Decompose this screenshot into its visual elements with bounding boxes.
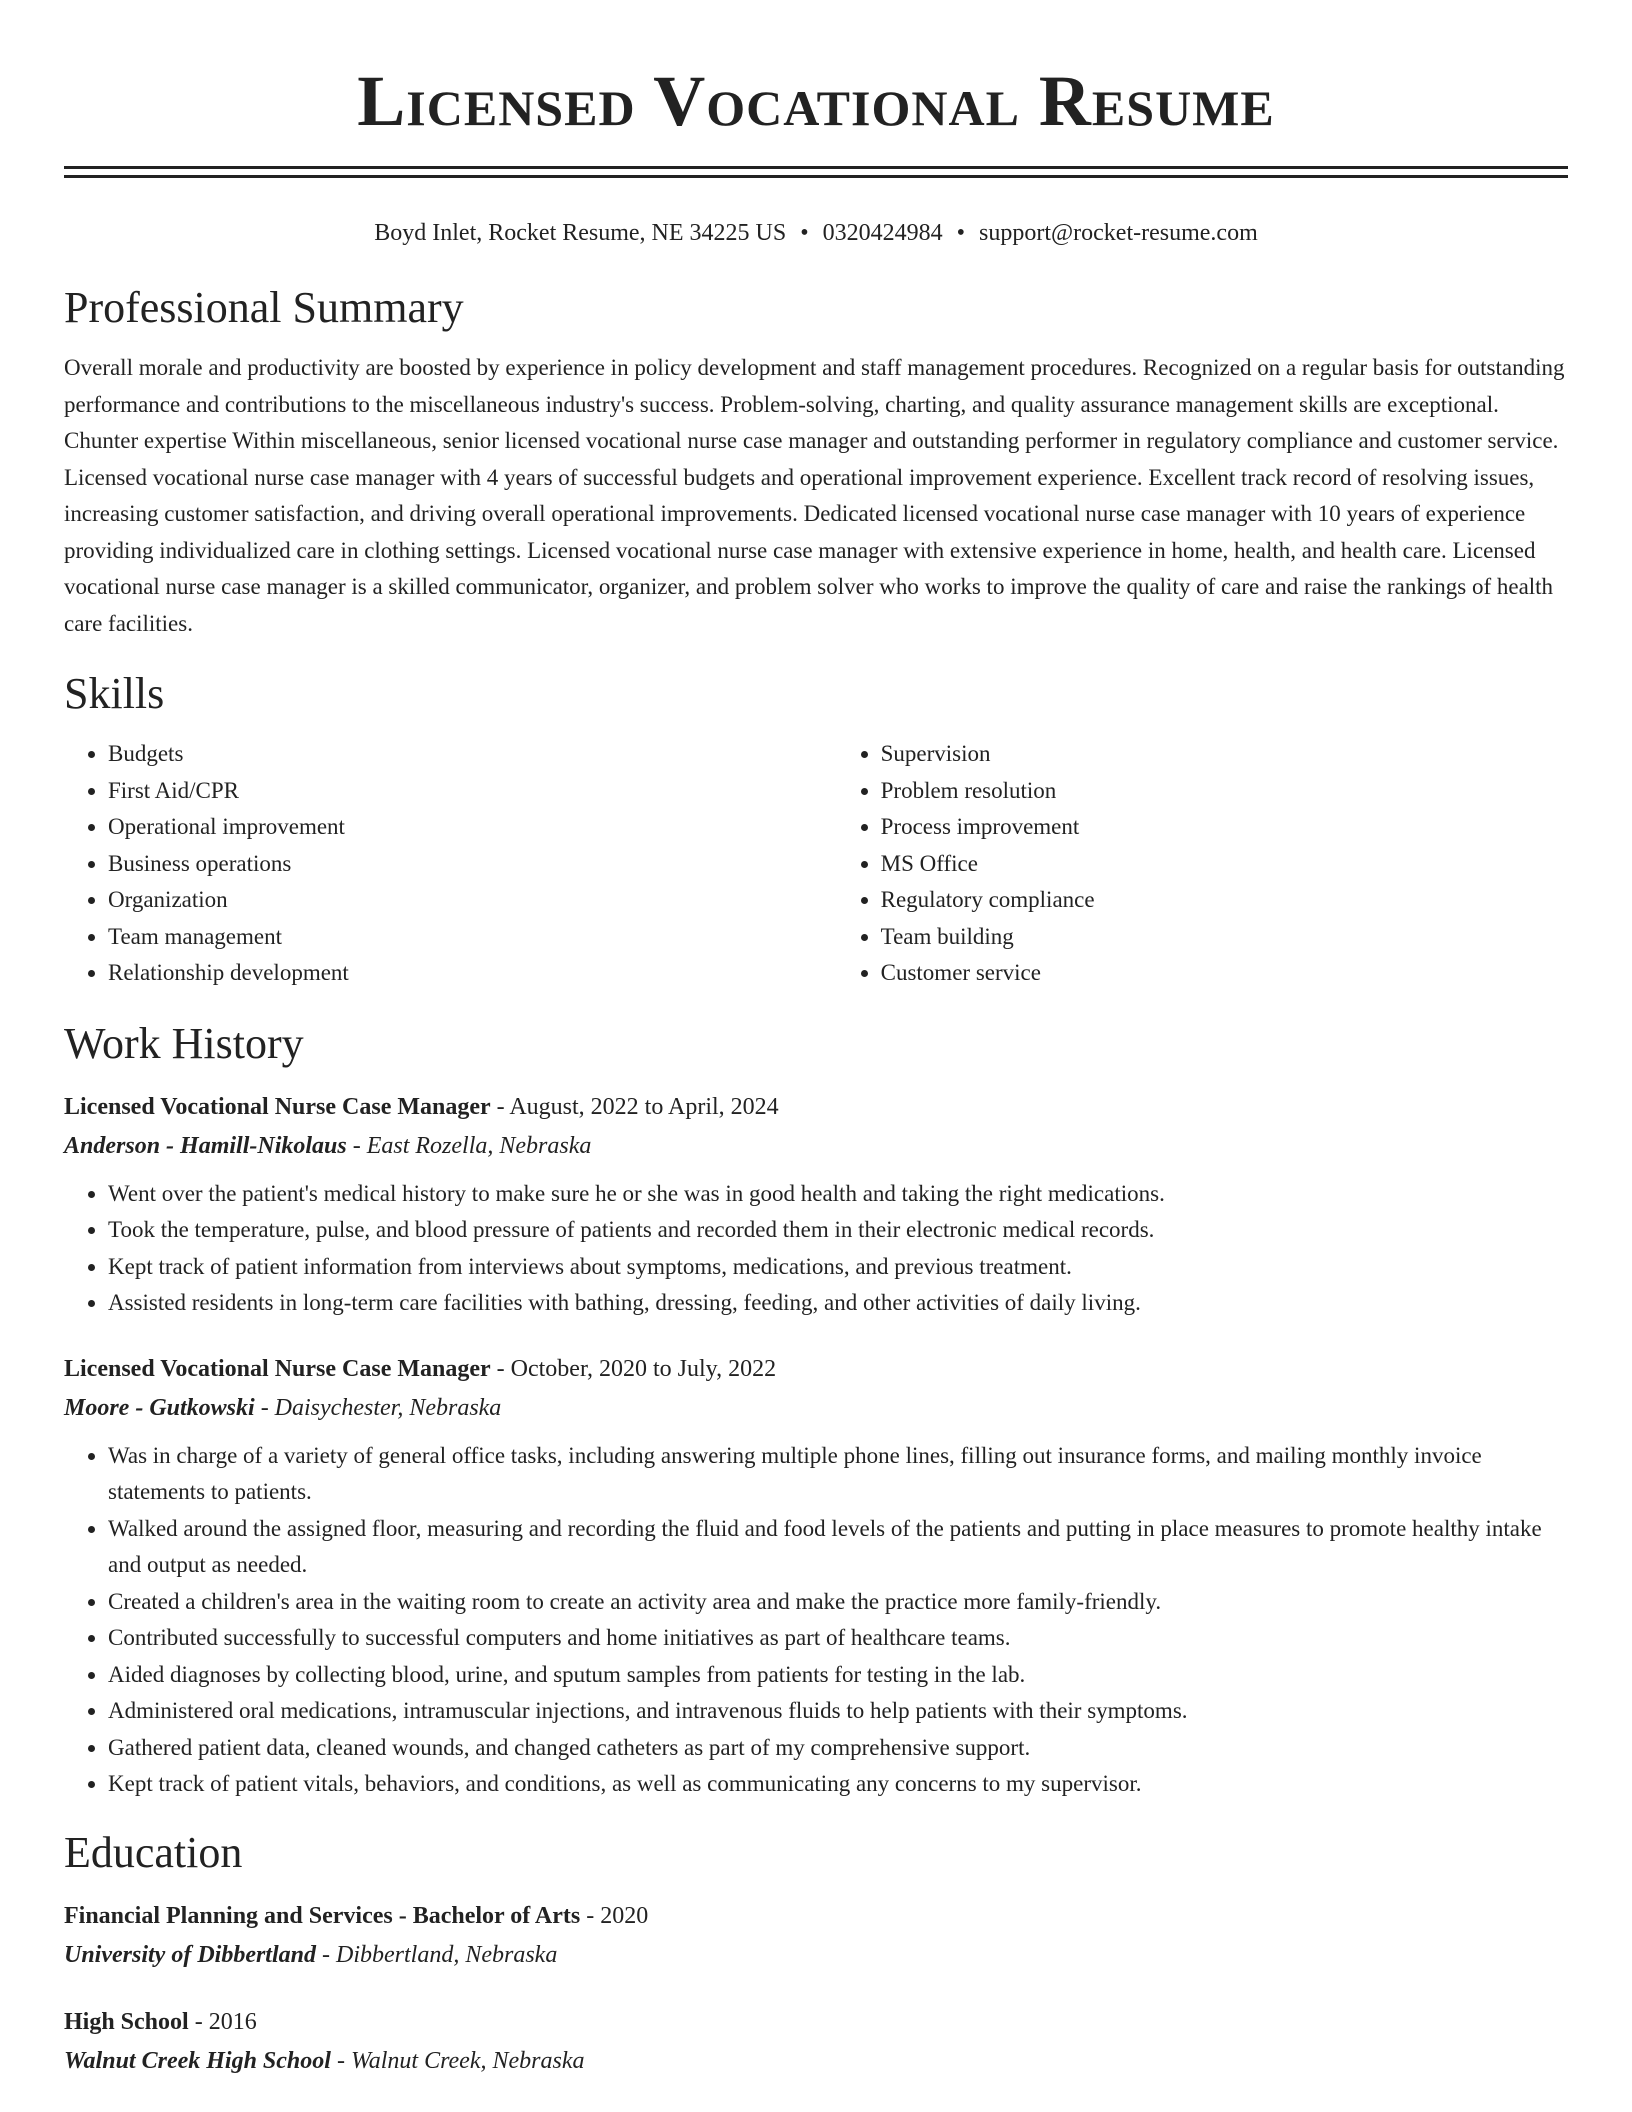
skill-item: • First Aid/CPR xyxy=(108,773,837,810)
duty-item: • Went over the patient's medical history to make sure he or she was in good health and taking the right medications. xyxy=(108,1176,1568,1213)
skill-item: • Problem resolution xyxy=(881,773,1568,810)
duty-item: • Gathered patient data, cleaned wounds, and changed catheters as part of my comprehensive support. xyxy=(108,1730,1568,1767)
skill-item: • Relationship development xyxy=(108,955,837,992)
job-company: Anderson - Hamill-Nikolaus xyxy=(64,1132,347,1159)
job-entry xyxy=(64,1088,1568,1322)
job-title: Licensed Vocational Nurse Case Manager xyxy=(64,1093,491,1120)
education-degree: High School xyxy=(64,2008,189,2035)
duty-item: • Kept track of patient information from interviews about symptoms, medications, and previous treatment. xyxy=(108,1249,1568,1286)
education-degree-line xyxy=(64,1897,1568,1935)
title-rule-top xyxy=(64,166,1568,169)
contact-phone: 0320424984 xyxy=(822,220,943,246)
job-duties xyxy=(64,1176,1568,1322)
education-school: University of Dibbertland xyxy=(64,1941,316,1968)
education-location: - Walnut Creek, Nebraska xyxy=(330,2047,585,2074)
skills-column-left xyxy=(64,736,837,992)
education-location: - Dibbertland, Nebraska xyxy=(316,1941,558,1968)
work-history-heading: Work History xyxy=(64,1018,304,1068)
job-dates: - October, 2020 to July, 2022 xyxy=(490,1355,777,1382)
job-company-line xyxy=(64,1388,1568,1428)
skill-item: • MS Office xyxy=(881,846,1568,883)
education-heading: Education xyxy=(64,1827,243,1877)
education-entry xyxy=(64,2003,1568,2081)
job-company-line xyxy=(64,1126,1568,1166)
education-year: - 2016 xyxy=(188,2008,257,2035)
skill-item: • Customer service xyxy=(881,955,1568,992)
contact-separator: • xyxy=(800,220,809,246)
skill-item: • Operational improvement xyxy=(108,809,837,846)
duty-item: • Administered oral medications, intramuscular injections, and intravenous fluids to help patients with their symptoms. xyxy=(108,1693,1568,1730)
skill-item: • Regulatory compliance xyxy=(881,882,1568,919)
summary-heading: Professional Summary xyxy=(64,283,464,332)
skill-item: • Team building xyxy=(881,919,1568,956)
contact-line xyxy=(64,216,1568,250)
job-title-line xyxy=(64,1350,1568,1388)
skill-item: • Supervision xyxy=(881,736,1568,773)
skills-column-right xyxy=(837,736,1568,992)
job-location: - Daisychester, Nebraska xyxy=(254,1394,502,1421)
contact-separator: • xyxy=(956,220,966,246)
job-dates: - August, 2022 to April, 2024 xyxy=(490,1093,779,1120)
summary-text: Overall morale and productivity are boosted by experience in policy development and staff management procedures. Recognized on a regular basis for outstanding performance and contributions to the miscellaneous industry's success. Problem-solving, charting, and quality assurance management skills are exceptional. Chunter expertise Within miscellaneous, senior licensed vocational nurse case manager and outstanding performer in regulatory compliance and customer service. Licensed vocational nurse case manager with 4 years of successful budgets and operational improvement experience. Excellent track record of resolving issues, increasing customer satisfaction, and driving overall operational improvements. Dedicated licensed vocational nurse case manager with 10 years of experience providing individualized care in clothing settings. Licensed vocational nurse case manager with extensive experience in home, health, and health care. Licensed vocational nurse case manager is a skilled communicator, organizer, and problem solver who works to improve the quality of care and raise the rankings of health care facilities. xyxy=(64,355,1565,636)
skills-list xyxy=(64,736,1568,992)
duty-item: • Assisted residents in long-term care facilities with bathing, dressing, feeding, and other activities of daily living. xyxy=(108,1285,1568,1322)
title-rule-bottom xyxy=(64,175,1568,178)
skills-heading: Skills xyxy=(64,669,165,718)
duty-item: • Aided diagnoses by collecting blood, urine, and sputum samples from patients for testing in the lab. xyxy=(108,1657,1568,1694)
duty-item: • Kept track of patient vitals, behaviors, and conditions, as well as communicating any concerns to my supervisor. xyxy=(108,1766,1568,1803)
education-entry xyxy=(64,1897,1568,1975)
education-school-line xyxy=(64,1935,1568,1975)
education-degree: Financial Planning and Services - Bachelor of Arts xyxy=(64,1902,581,1929)
contact-email: support@rocket-resume.com xyxy=(979,220,1258,246)
contact-address: Boyd Inlet, Rocket Resume, NE 34225 US xyxy=(374,220,787,246)
job-title: Licensed Vocational Nurse Case Manager xyxy=(64,1355,491,1382)
education-year: - 2020 xyxy=(580,1902,649,1929)
skill-item: • Process improvement xyxy=(881,809,1568,846)
education-school-line xyxy=(64,2041,1568,2081)
job-location: - East Rozella, Nebraska xyxy=(346,1132,592,1159)
education-degree-line xyxy=(64,2003,1568,2041)
education-school: Walnut Creek High School xyxy=(64,2047,331,2074)
job-entry xyxy=(64,1350,1568,1803)
job-title-line xyxy=(64,1088,1568,1126)
resume-title: Licensed Vocational Resume xyxy=(357,61,1275,141)
skill-item: • Team management xyxy=(108,919,837,956)
duty-item: • Walked around the assigned floor, measuring and recording the fluid and food levels of the patients and putting in place measures to promote healthy intake and output as needed. xyxy=(108,1511,1568,1584)
duty-item: • Was in charge of a variety of general office tasks, including answering multiple phone lines, filling out insurance forms, and mailing monthly invoice statements to patients. xyxy=(108,1438,1568,1511)
skill-item: • Business operations xyxy=(108,846,837,883)
skill-item: • Budgets xyxy=(108,736,837,773)
duty-item: • Took the temperature, pulse, and blood pressure of patients and recorded them in their electronic medical records. xyxy=(108,1212,1568,1249)
job-company: Moore - Gutkowski xyxy=(64,1394,255,1421)
duty-item: • Contributed successfully to successful computers and home initiatives as part of healthcare teams. xyxy=(108,1620,1568,1657)
duty-item: • Created a children's area in the waiting room to create an activity area and make the practice more family-friendly. xyxy=(108,1584,1568,1621)
job-duties xyxy=(64,1438,1568,1803)
skill-item: • Organization xyxy=(108,882,837,919)
